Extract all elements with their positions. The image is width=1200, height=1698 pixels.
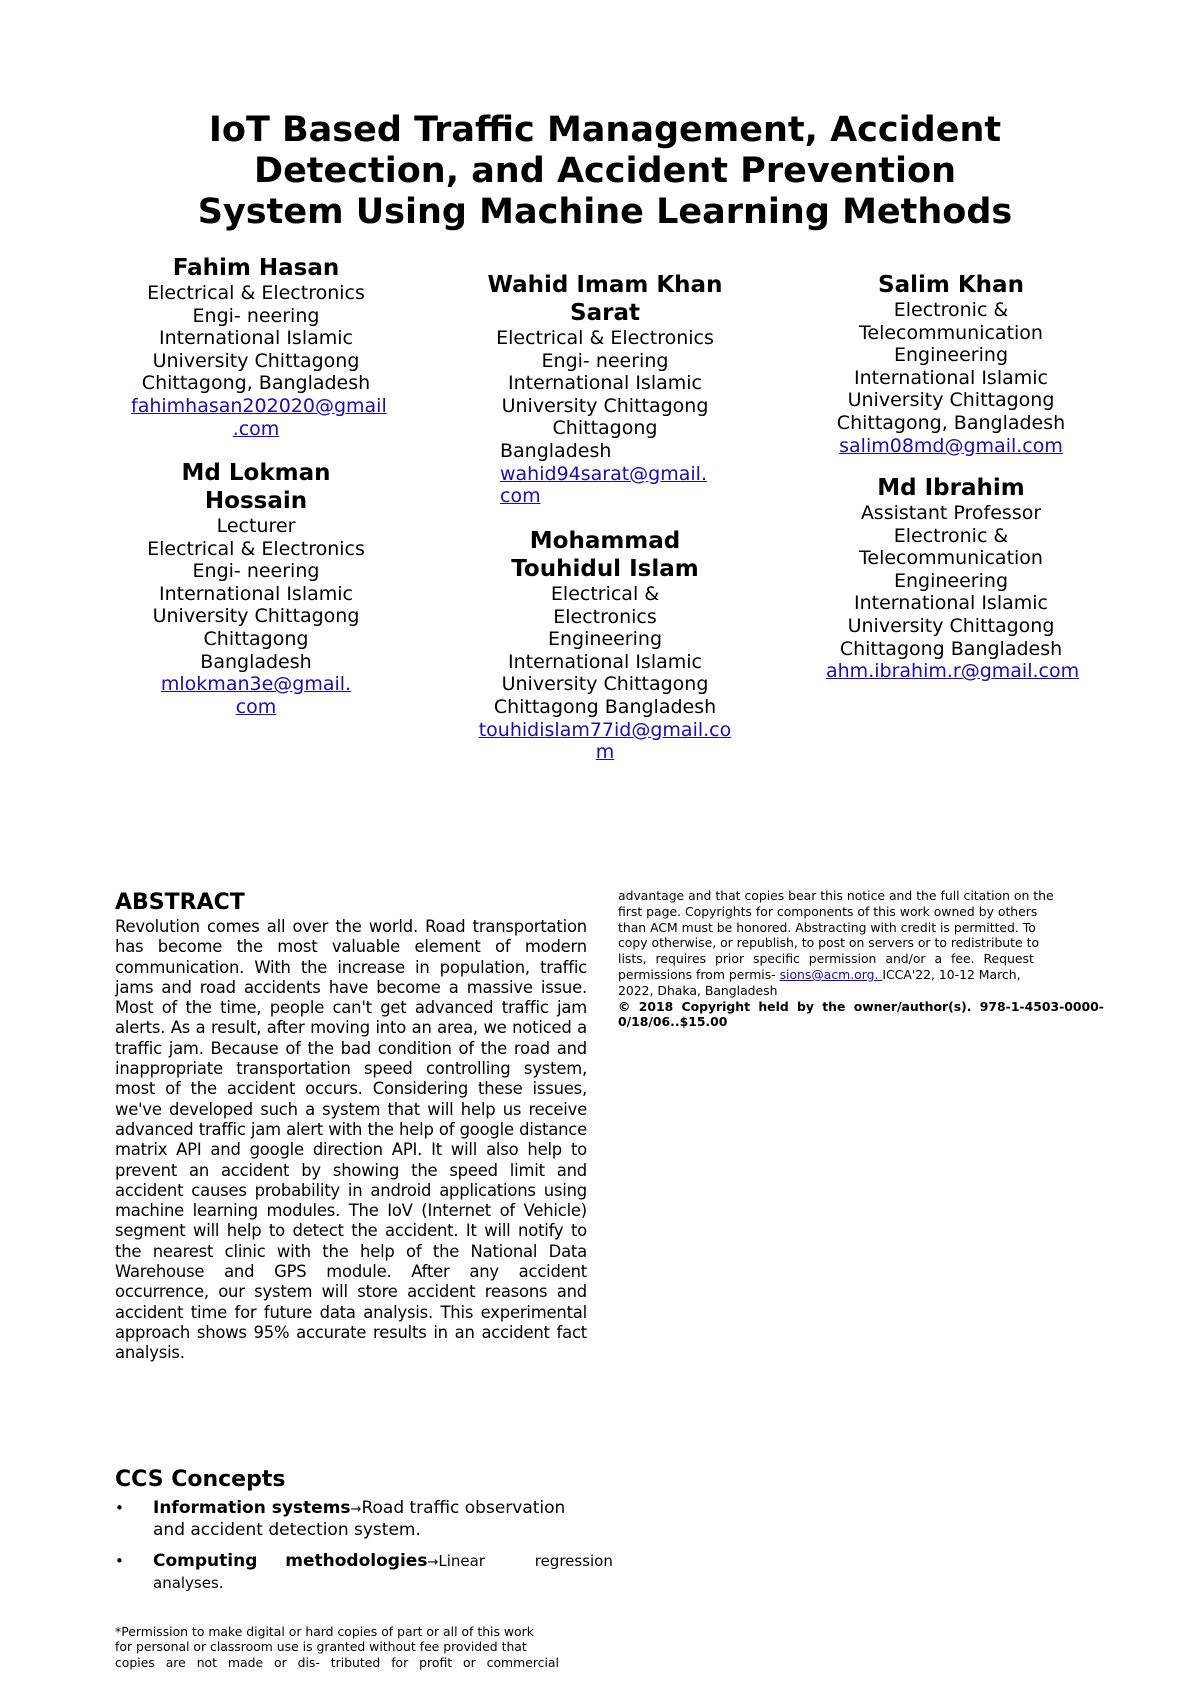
ccs-item-computing-methodologies xyxy=(115,1551,613,1593)
affiliation-line: International Islamic xyxy=(854,592,1048,615)
affiliation-line: Engi- neering xyxy=(541,349,669,372)
affiliation-line: Lecturer xyxy=(216,515,296,537)
affiliation-line: International Islamic xyxy=(159,327,353,350)
affiliation-line: Electrical & Electronics xyxy=(147,537,365,560)
footnote-line: for personal or classroom use is granted without fee provided that xyxy=(115,1639,527,1655)
author-block-md-lokman-hossain xyxy=(131,459,381,718)
ccs-term: Computing methodologies xyxy=(153,1551,428,1571)
affiliation-line: Electronic & xyxy=(893,524,1009,547)
affiliation-line: International Islamic xyxy=(159,582,353,605)
affiliation-line: International Islamic xyxy=(508,650,702,673)
author-block-wahid-imam-khan-sarat xyxy=(470,271,740,508)
acm-permissions-email-link[interactable]: sions@acm.org. xyxy=(779,966,883,982)
affiliation-line: Bangladesh xyxy=(200,650,312,673)
author-name: Md Ibrahim xyxy=(877,475,1025,501)
author-email-link[interactable]: touhidislam77id@gmail.co xyxy=(478,718,732,741)
author-name: Touhidul Islam xyxy=(511,556,699,582)
affiliation-line: Engi- neering xyxy=(192,560,320,583)
affiliation-line: Telecommunication xyxy=(859,547,1043,570)
affiliation-line: Electrical & Electronics xyxy=(496,327,714,349)
bullet-icon: • xyxy=(115,1552,124,1570)
ccs-concepts-heading: CCS Concepts xyxy=(115,1467,286,1492)
author-email-link[interactable]: com xyxy=(500,485,541,508)
affiliation-line: Engi- neering xyxy=(192,304,320,327)
ccs-item-information-systems xyxy=(115,1498,590,1540)
affiliation-line: Electronic & xyxy=(893,299,1009,321)
title-line: System Using Machine Learning Methods xyxy=(197,192,1013,232)
author-name: Wahid Imam Khan xyxy=(487,272,723,298)
author-email-link[interactable]: .com xyxy=(232,417,280,440)
title-line: IoT Based Traffic Management, Accident xyxy=(208,110,1002,150)
footnote-line: copies are not made or dis- tributed for profit or commercial xyxy=(115,1654,559,1670)
notice-line: advantage and that copies bear this notice and the full citation on the xyxy=(618,888,1054,903)
arrow-right-icon: → xyxy=(350,1502,362,1517)
notice-line xyxy=(618,967,1098,983)
affiliation-line: University Chittagong xyxy=(847,614,1055,637)
affiliation-line: Chittagong Bangladesh xyxy=(839,637,1063,660)
ccs-term: Information systems xyxy=(153,1498,351,1518)
notice-line: 2022, Dhaka, Bangladesh xyxy=(618,982,778,998)
abstract-heading: ABSTRACT xyxy=(115,890,245,915)
title-line: Detection, and Accident Prevention xyxy=(254,151,956,191)
affiliation-line: Electrical & Electronics xyxy=(147,282,365,304)
footnote-line: *Permission to make digital or hard copies of part or all of this work xyxy=(115,1624,534,1639)
author-name: Fahim Hasan xyxy=(172,255,340,281)
abstract-text: Revolution comes all over the world. Road transportation has become the most valuable element of modern communication. With the increase in population, traffic jams and road accidents have become a massive issue. Most of the time, people can't get advanced traffic jam alerts. As a result, after moving into an area, we noticed a traffic jam. Because of the bad condition of the road and inappropriate transportation speed controlling system, most of the accident occurs. Considering these issues, we've developed such a system that will help us receive advanced traffic jam alert with the help of google distance matrix API and google direction API. It will also help to prevent an accident by showing the speed limit and accident causes probability in android applications using machine learning modules. The IoV (Internet of Vehicle) segment will help to detect the accident. It will notify to the nearest clinic with the help of the National Data Warehouse and GPS module. After any accident occurrence, our system will store accident reasons and accident time for future data analysis. This experimental approach shows 95% accurate results in an accident fact analysis. xyxy=(115,917,587,1363)
author-email-link[interactable]: ahm.ibrahim.r@gmail.com xyxy=(826,660,1080,683)
notice-line: copy otherwise, or republish, to post on servers or to redistribute to xyxy=(618,935,1040,951)
author-name: Salim Khan xyxy=(878,272,1024,298)
ccs-description: analyses. xyxy=(153,1574,224,1592)
author-block-mohammad-touhidul-islam xyxy=(470,527,740,764)
paper-title xyxy=(120,110,1090,233)
author-block-md-ibrahim xyxy=(826,474,1080,683)
affiliation-line: International Islamic xyxy=(854,366,1048,389)
notice-line: © 2018 Copyright held by the owner/author(s). 978-1-4503-0000- xyxy=(618,998,1104,1014)
arrow-right-icon: → xyxy=(427,1555,439,1570)
affiliation-line: Telecommunication xyxy=(859,321,1043,344)
notice-line: first page. Copyrights for components of this work owned by others xyxy=(618,903,1038,919)
author-email-link[interactable]: m xyxy=(595,741,615,764)
notice-text: ICCA'22, 10-12 March, xyxy=(882,966,1021,982)
notice-line: than ACM must be honored. Abstracting with credit is permitted. To xyxy=(618,919,1036,935)
author-email-link[interactable]: salim08md@gmail.com xyxy=(839,434,1063,457)
author-block-salim-khan xyxy=(826,271,1076,457)
affiliation-line: Engineering xyxy=(894,569,1008,592)
affiliation-line: Chittagong xyxy=(203,627,309,650)
author-email-link[interactable]: mlokman3e@gmail. xyxy=(160,673,352,696)
bullet-icon: • xyxy=(115,1499,124,1517)
author-name: Sarat xyxy=(570,300,640,326)
affiliation-line: University Chittagong xyxy=(847,389,1055,412)
author-email-link[interactable]: com xyxy=(235,695,277,718)
author-email-link[interactable]: wahid94sarat@gmail. xyxy=(500,462,707,485)
permission-notice xyxy=(618,888,1104,1030)
affiliation-line: Chittagong Bangladesh xyxy=(493,695,717,718)
notice-text: permissions from permis- xyxy=(618,966,780,982)
permission-footnote xyxy=(115,1624,590,1670)
affiliation-line: Chittagong, Bangladesh xyxy=(141,372,371,395)
affiliation-line: International Islamic xyxy=(508,372,702,395)
author-email-link[interactable]: fahimhasan202020@gmail xyxy=(131,394,387,417)
affiliation-line: University Chittagong xyxy=(152,605,360,628)
notice-line: 0/18/06..$15.00 xyxy=(618,1014,728,1030)
affiliation-line: Electrical & xyxy=(550,583,660,605)
ccs-description: and accident detection system. xyxy=(153,1520,421,1540)
author-name: Md Lokman xyxy=(181,460,331,486)
affiliation-line: Assistant Professor xyxy=(860,502,1042,524)
author-name: Hossain xyxy=(204,488,308,514)
affiliation-line: Chittagong xyxy=(552,417,658,440)
affiliation-line: Engineering xyxy=(894,344,1008,367)
affiliation-line: Engineering xyxy=(548,628,662,651)
author-name: Mohammad xyxy=(529,528,681,554)
ccs-description: Linear regression xyxy=(438,1552,613,1570)
affiliation-line: Chittagong, Bangladesh xyxy=(836,411,1066,434)
affiliation-line: University Chittagong xyxy=(501,673,709,696)
affiliation-line: University Chittagong xyxy=(501,394,709,417)
affiliation-line: Bangladesh xyxy=(500,439,612,462)
affiliation-line: University Chittagong xyxy=(152,349,360,372)
ccs-description: Road traffic observation xyxy=(361,1498,566,1518)
author-block-fahim-hasan xyxy=(131,254,387,440)
notice-line: lists, requires prior specific permission and/or a fee. Request xyxy=(618,951,1034,967)
affiliation-line: Electronics xyxy=(553,605,657,628)
